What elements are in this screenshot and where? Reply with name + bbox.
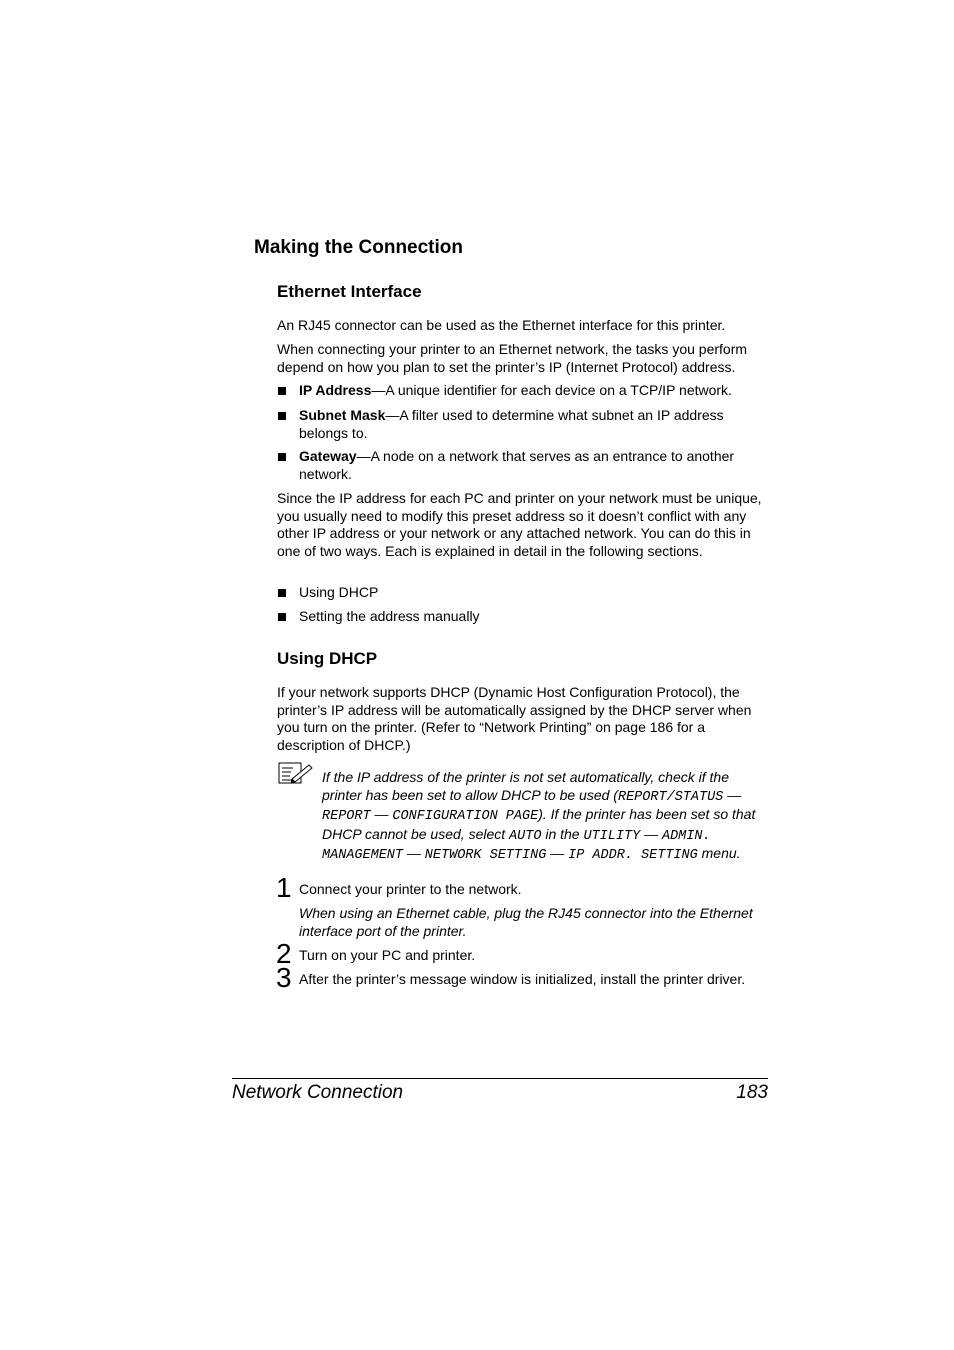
ethernet-heading: Ethernet Interface <box>277 282 422 301</box>
step-text: Connect your printer to the network. <box>299 881 522 897</box>
bullet-desc: —A node on a network that serves as an entrance to another network. <box>299 448 735 482</box>
dhcp-heading: Using DHCP <box>277 649 378 668</box>
step-number: 3 <box>276 962 292 993</box>
step-text: Turn on your PC and printer. <box>299 947 476 963</box>
step-number: 2 <box>276 938 292 969</box>
step-number: 1 <box>276 872 292 903</box>
bullet-square-icon <box>278 453 286 461</box>
step-subtext: When using an Ethernet cable, plug the RJ45 connector into the Ethernet interface port of the printer. <box>299 905 753 939</box>
bullet-desc: —A unique identifier for each device on a TCP/IP network. <box>371 382 732 398</box>
bullet-square-icon <box>278 412 286 420</box>
step-text: After the printer’s message window is initialized, install the printer driver. <box>299 971 746 987</box>
dhcp-note: If the IP address of the printer is not set automatically, check if the printer has been set to allow DHCP to be used (REPORT/STATUS — REPORT — CONFIGURATION PAGE). If the printer has been set so that DHCP cannot be used, select AUTO in the UTILITY — ADMIN. MANAGEMENT — NETWORK SETTING — IP ADDR. SETTING menu. <box>322 769 756 864</box>
bullet-term: IP Address <box>299 382 372 398</box>
bullet-term: Subnet Mask <box>299 407 386 423</box>
ethernet-para-2: When connecting your printer to an Ethernet network, the tasks you perform depend on how you plan to set the printer’s IP (Internet Protocol) address. <box>277 341 748 375</box>
bullet-term: Gateway <box>299 448 357 464</box>
bullet-square-icon <box>278 613 286 621</box>
section-title: Making the Connection <box>254 237 463 258</box>
footer-title: Network Connection <box>232 1082 404 1103</box>
page-number: 183 <box>736 1082 768 1103</box>
ethernet-para-1: An RJ45 connector can be used as the Ethernet interface for this printer. <box>277 317 726 333</box>
note-pencil-icon <box>278 762 314 786</box>
bullet-square-icon <box>278 589 286 597</box>
dhcp-para: If your network supports DHCP (Dynamic Host Configuration Protocol), the printer’s IP address will be automatically assigned by the DHCP server when you turn on the printer. (Refer to “Network Printing” on page 186 for a description of DHCP.) <box>277 684 752 753</box>
footer-rule <box>232 1078 768 1079</box>
bullet-square-icon <box>278 387 286 395</box>
bullet-desc: —A filter used to determine what subnet an IP address belongs to. <box>299 407 724 441</box>
ethernet-para-3: Since the IP address for each PC and printer on your network must be unique, you usually need to modify this preset address so it doesn’t conflict with any other IP address or your network or any attached network. You can do this in one of two ways. Each is explained in detail in the following sections. <box>277 490 762 559</box>
